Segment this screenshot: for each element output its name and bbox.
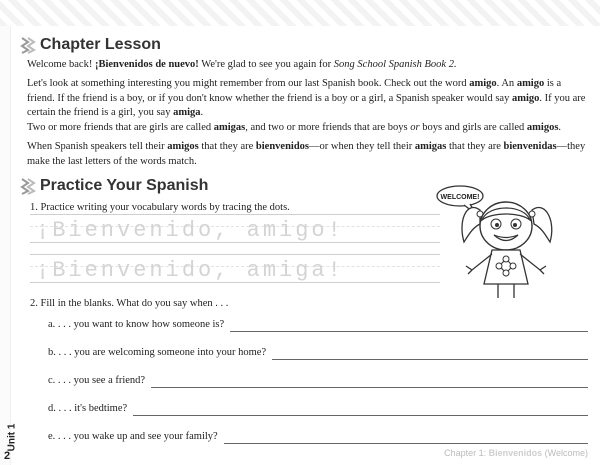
instruction-fill-blanks: 2. Fill in the blanks. What do you say when . . . — [30, 298, 229, 309]
question-c: c. . . . you see a friend? — [48, 375, 146, 386]
practice-heading — [20, 177, 208, 195]
tracing-area-1[interactable] — [30, 214, 440, 254]
unit-label: Unit 1 — [6, 423, 18, 452]
chapter-lesson-heading — [20, 36, 161, 54]
tracing-top-line — [30, 254, 440, 255]
practice-title: Practice Your Spanish — [40, 177, 209, 194]
decorative-side-band — [0, 26, 11, 465]
fill-blank-e — [48, 430, 588, 444]
answer-line-c[interactable] — [151, 377, 588, 388]
speech-bubble-text: WELCOME! — [440, 194, 480, 201]
lesson-paragraph-3: Two or more friends that are girls are called amigas, and two or more friends that are boys or boys and girls are called amigos. — [27, 122, 562, 133]
instruction-tracing: 1. Practice writing your vocabulary words by tracing the dots. — [30, 202, 290, 213]
chapter-footer: Chapter 1: Bienvenidos (Welcome) — [444, 448, 588, 458]
answer-line-e[interactable] — [224, 433, 588, 444]
tracing-top-line — [30, 214, 440, 215]
girl-illustration — [436, 180, 566, 300]
question-a: a. . . . you want to know how someone is? — [48, 319, 225, 330]
answer-line-d[interactable] — [133, 405, 588, 416]
fill-blank-a — [48, 318, 588, 332]
tracing-area-2[interactable] — [30, 254, 440, 294]
question-e: e. . . . you wake up and see your family? — [48, 431, 218, 442]
fill-blank-c — [48, 374, 588, 388]
answer-line-b[interactable] — [272, 349, 588, 360]
tracing-text-amiga: ¡Bienvenido, amiga! — [36, 258, 344, 283]
fill-blank-b — [48, 346, 588, 360]
tracing-text-amigo: ¡Bienvenido, amigo! — [36, 218, 344, 243]
chapter-lesson-title: Chapter Lesson — [40, 36, 161, 53]
question-d: d. . . . it's bedtime? — [48, 403, 128, 414]
decorative-top-band — [0, 0, 600, 26]
lesson-paragraph-2: Let's look at something interesting you might remember from our last Spanish book. Check out the word amigo. An amigo is a friend. If the friend is a boy, or if you don't know whether the friend is a boy or a girl, a Spanish speaker would say amigo. If you are certain the friend is a girl, you say amiga. — [27, 78, 586, 118]
page-number: 2 — [4, 450, 11, 462]
decorative-zigzag-icon — [20, 36, 36, 54]
fill-blank-d — [48, 402, 588, 416]
lesson-paragraph-4: When Spanish speakers tell their amigos that they are bienvenidos—or when they tell their amigas that they are bienvenidas—they make the last letters of the words match. — [27, 141, 586, 167]
lesson-paragraph-1: Welcome back! ¡Bienvenidos de nuevo! We're glad to see you again for Song School Spanish Book 2. — [27, 59, 457, 70]
decorative-zigzag-icon — [20, 177, 36, 195]
answer-line-a[interactable] — [230, 321, 588, 332]
question-b: b. . . . you are welcoming someone into your home? — [48, 347, 267, 358]
